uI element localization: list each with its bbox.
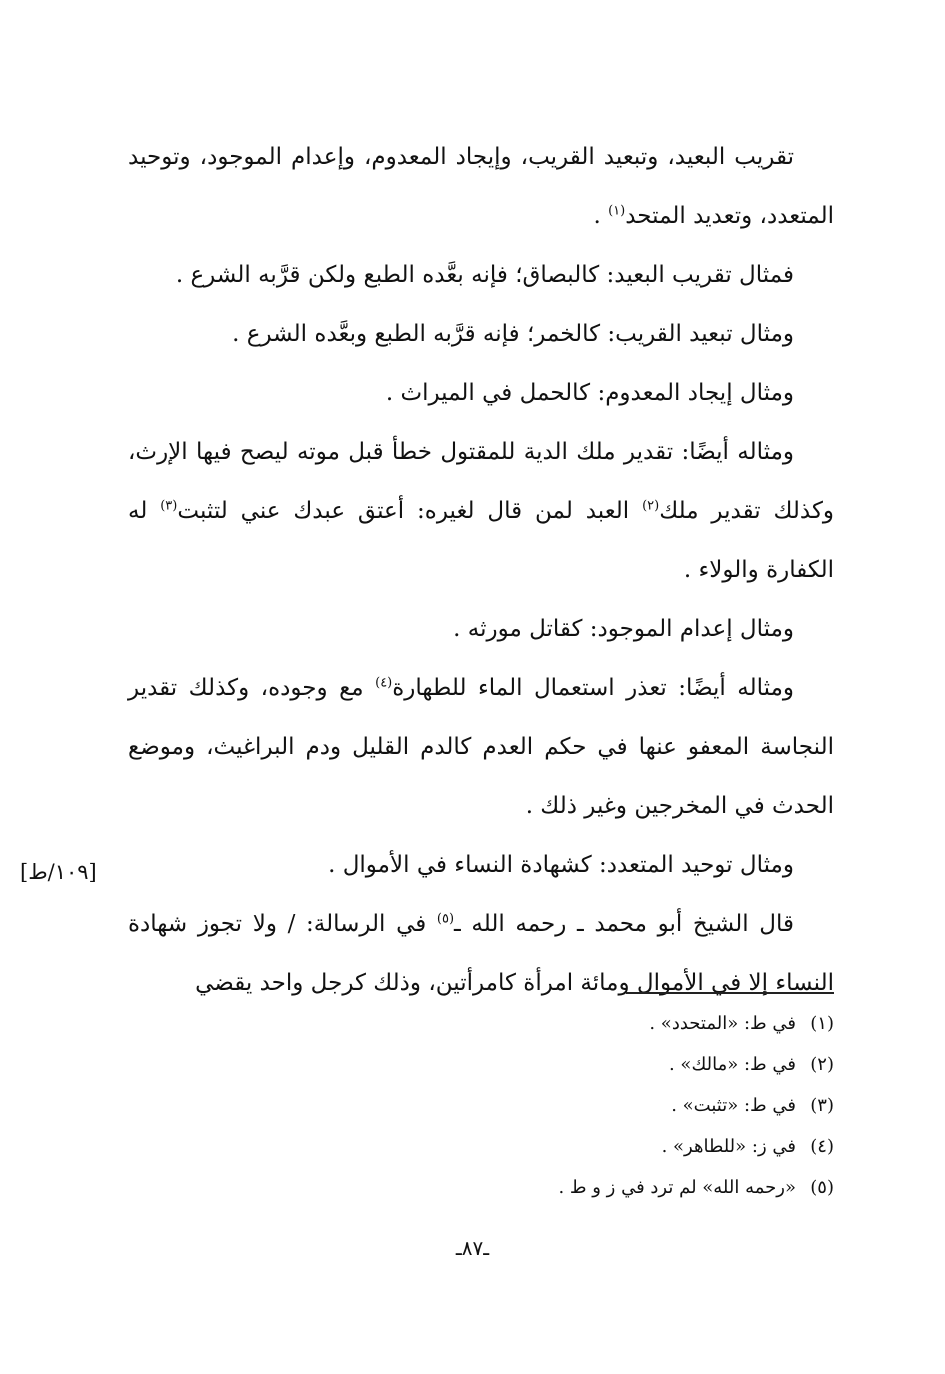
footnote-ref-1: (١): [608, 203, 626, 219]
footnote-number: (١): [810, 1013, 834, 1034]
footnote-number: (٥): [810, 1177, 834, 1198]
footnote-ref-2: (٢): [642, 498, 660, 514]
paragraph-text: تقريب البعيد، وتبعيد القريب، وإيجاد المعدوم، وإعدام الموجود، وتوحيد المتعدد، وتعديد المتحد: [128, 144, 834, 229]
footnote-text: في ط: «المتحدد» .: [649, 1013, 796, 1034]
paragraph-text: العبد لمن قال لغيره: أعتق عبدك عني لتثبت: [177, 498, 643, 524]
footnote-ref-3: (٣): [160, 498, 178, 514]
paragraph-text: له الكفارة والولاء .: [128, 498, 834, 583]
footnote-item: [380, 1126, 834, 1167]
footnote-item: [380, 1003, 834, 1044]
footnote-text: في ز: «للطاهر» .: [661, 1136, 796, 1157]
paragraph-text: ومثاله أيضًا: تعذر استعمال الماء للطهارة: [392, 675, 794, 701]
footnote-text: في ط: «مالك» .: [668, 1054, 796, 1075]
paragraph-quote: [128, 895, 834, 1013]
footnote-item: [380, 1085, 834, 1126]
paragraph-example-4: [128, 423, 834, 600]
paragraph-example-1: فمثال تقريب البعيد: كالبصاق؛ فإنه بعَّده الطبع ولكن قرَّبه الشرع .: [175, 262, 794, 288]
footnote-text: «رحمه الله» لم ترد في ز و ط .: [558, 1177, 796, 1198]
paragraph-text: مع وجوده، وكذلك تقدير النجاسة المعفو عنها في حكم العدم كالدم القليل ودم البراغيث، وموضع الحدث في المخرجين وغير ذلك .: [128, 675, 834, 819]
page-number: ـ٨٧ـ: [455, 1236, 490, 1260]
paragraph-intro-list: [128, 128, 834, 246]
footnote-number: (٣): [810, 1095, 834, 1116]
paragraph-example-2: ومثال تبعيد القريب: كالخمر؛ فإنه قرَّبه الطبع وبعَّده الشرع .: [232, 321, 794, 347]
margin-manuscript-ref: [١٠٩/ط]: [20, 860, 97, 884]
footnote-ref-4: (٤): [375, 675, 393, 691]
footnote-number: (٤): [810, 1136, 834, 1157]
paragraph-tail: .: [593, 203, 609, 229]
paragraph-example-5: ومثال إعدام الموجود: كقاتل مورثه .: [453, 616, 794, 642]
footnotes-list: [380, 1003, 834, 1208]
footnote-item: [380, 1167, 834, 1208]
paragraph-text: ومثاله أيضًا: تقدير ملك الدية للمقتول خطأ قبل موته ليصح فيها الإرث، وكذلك تقدير ملك: [128, 439, 834, 524]
footnote-item: [380, 1044, 834, 1085]
paragraph-example-7: ومثال توحيد المتعدد: كشهادة النساء في الأموال .: [328, 852, 794, 878]
footnote-ref-5: (٥): [436, 911, 455, 927]
footnote-text: في ط: «تثبت» .: [671, 1095, 796, 1116]
paragraph-example-6: [128, 659, 834, 836]
main-text: [128, 128, 834, 1013]
paragraph-text: قال الشيخ أبو محمد ـ رحمه الله ـ: [454, 911, 794, 937]
footnote-divider: [626, 992, 834, 994]
paragraph-text: في الرسالة: / ولا تجوز شهادة النساء إلا في الأموال ومائة امرأة كامرأتين، وذلك كرجل واحد يقضي: [128, 911, 834, 996]
footnote-number: (٢): [810, 1054, 834, 1075]
paragraph-example-3: ومثال إيجاد المعدوم: كالحمل في الميراث .: [385, 380, 794, 406]
